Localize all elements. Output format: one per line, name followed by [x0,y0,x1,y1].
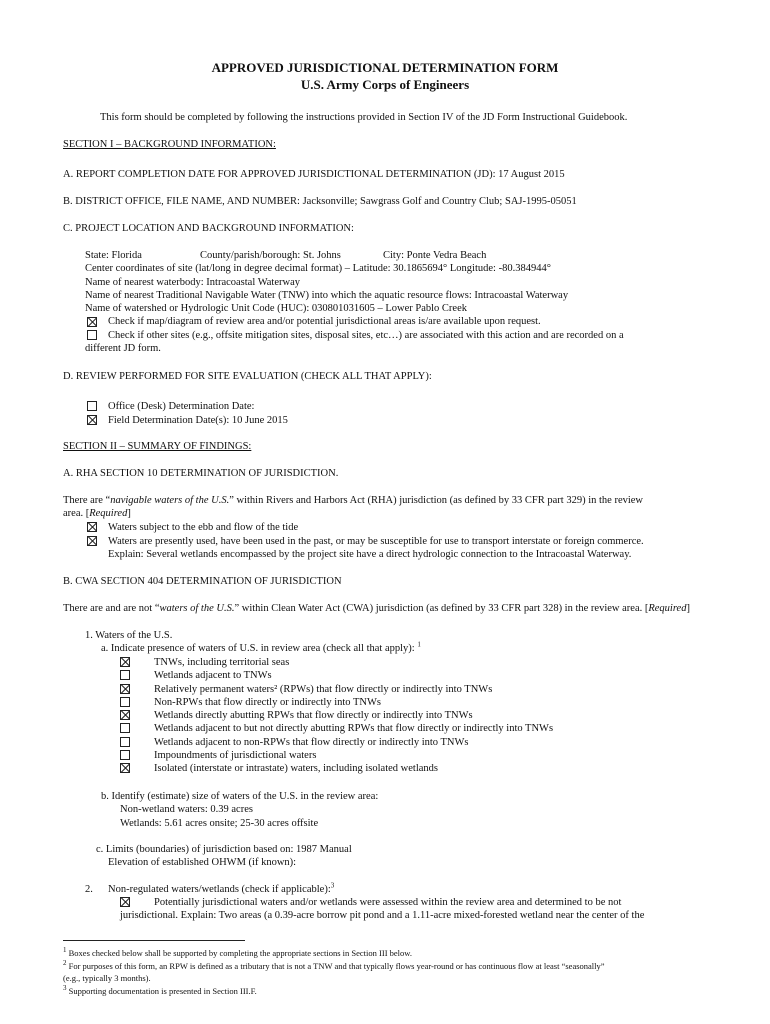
cwa-paragraph: There are and are not “waters of the U.S.” within Clean Water Act (CWA) jurisdiction (as defined by 33 CFR part 328) in the review area. [Required] [63,603,690,614]
form-subtitle: U.S. Army Corps of Engineers [300,77,470,92]
city-field: City: Ponte Vedra Beach [383,250,487,261]
commerce-explain: Explain: Several wetlands encompassed by the project site have a direct hydrologic connection to the Intracoastal Waterway. [108,549,632,560]
commerce-label: Waters are presently used, have been used in the past, or may be susceptible for use to transport interstate or foreign commerce. [108,536,644,547]
waters-checkbox-9[interactable] [120,763,130,773]
waters-label-5: Wetlands directly abutting RPWs that flow directly or indirectly into TNWs [154,710,473,721]
waters-checkbox-4[interactable] [120,697,130,707]
other-sites-checkbox[interactable] [87,330,97,340]
field-determination-checkbox[interactable] [87,415,97,425]
rha-heading: A. RHA SECTION 10 DETERMINATION OF JURISDICTION. [63,468,339,479]
waters-label-2: Wetlands adjacent to TNWs [154,670,272,681]
commerce-checkbox[interactable] [87,536,97,546]
rha-paragraph-line2: area. [Required] [63,508,131,519]
ebb-flow-label: Waters subject to the ebb and flow of the tide [108,522,299,533]
wetlands-size: Wetlands: 5.61 acres onsite; 25-30 acres offsite [120,818,319,829]
nonregulated-checkbox[interactable] [120,897,130,907]
waters-us-heading: 1. Waters of the U.S. [85,630,173,641]
rha-paragraph-line1: There are “navigable waters of the U.S.” within Rivers and Harbors Act (RHA) jurisdiction (as defined by 33 CFR part 329) in the review [63,495,644,506]
watershed-huc: Name of watershed or Hydrologic Unit Code (HUC): 030801031605 – Lower Pablo Creek [85,303,468,314]
item-a-report-date: A. REPORT COMPLETION DATE FOR APPROVED JURISDICTIONAL DETERMINATION (JD): 17 August 2015 [63,169,565,180]
footnote-3: $^3$ Supporting documentation is presented in Section III.F. [63,984,257,996]
office-determination-label: Office (Desk) Determination Date: [108,401,255,412]
footnote-2: $^2$ For purposes of this form, an RPW is defined as a tributary that is not a TNW and that typically flows year-round or has continuous flow at least “seasonally” [63,959,605,971]
waters-presence-prompt: a. Indicate presence of waters of U.S. in review area (check all that apply): $^1$ [101,640,421,654]
waters-label-8: Impoundments of jurisdictional waters [154,750,317,761]
item-d-review: D. REVIEW PERFORMED FOR SITE EVALUATION (CHECK ALL THAT APPLY): [63,371,432,382]
nonregulated-number: 2. [85,884,93,895]
county-field: County/parish/borough: St. Johns [200,250,341,261]
ebb-flow-checkbox[interactable] [87,522,97,532]
waters-checkbox-6[interactable] [120,723,130,733]
ohwm-elevation: Elevation of established OHWM (if known): [108,857,297,868]
item-c-location: C. PROJECT LOCATION AND BACKGROUND INFORMATION: [63,223,354,234]
nonwetland-size: Non-wetland waters: 0.39 acres [120,804,253,815]
waters-checkbox-3[interactable] [120,684,130,694]
waters-checkbox-8[interactable] [120,750,130,760]
state-field: State: Florida [85,250,142,261]
footnote-1: $^1$ Boxes checked below shall be supported by completing the appropriate sections in Section III below. [63,946,412,958]
nearest-waterbody: Name of nearest waterbody: Intracoastal Waterway [85,277,300,288]
map-check-label: Check if map/diagram of review area and/or potential jurisdictional areas is/are available upon request. [108,316,541,327]
other-sites-label-cont: different JD form. [85,343,161,354]
waters-checkbox-1[interactable] [120,657,130,667]
waters-label-1: TNWs, including territorial seas [154,657,290,668]
size-estimate-prompt: b. Identify (estimate) size of waters of the U.S. in the review area: [101,791,379,802]
waters-label-3: Relatively permanent waters² (RPWs) that flow directly or indirectly into TNWs [154,684,493,695]
coordinates-field: Center coordinates of site (lat/long in degree decimal format) – Latitude: 30.1865694° Longitude: -80.384944° [85,263,551,274]
instructions-text: This form should be completed by following the instructions provided in Section IV of the JD Form Instructional Guidebook. [100,112,628,123]
nonregulated-explain: jurisdictional. Explain: Two areas (a 0.39-acre borrow pit pond and a 1.11-acre mixed-forested wetland near the center of the [120,910,645,921]
waters-checkbox-2[interactable] [120,670,130,680]
nonregulated-heading: Non-regulated waters/wetlands (check if applicable):$^3$ [108,881,335,895]
footnote-divider [63,940,245,941]
waters-label-4: Non-RPWs that flow directly or indirectly into TNWs [154,697,381,708]
nonregulated-label: Potentially jurisdictional waters and/or wetlands were assessed within the review area and determined to be not [154,897,622,908]
waters-checkbox-7[interactable] [120,737,130,747]
nearest-tnw: Name of nearest Traditional Navigable Water (TNW) into which the aquatic resource flows: Intracoastal Waterway [85,290,569,301]
section2-heading: SECTION II – SUMMARY OF FINDINGS: [63,441,252,452]
limits-basis: c. Limits (boundaries) of jurisdiction based on: 1987 Manual [96,844,352,855]
footnote-2-cont: (e.g., typically 3 months). [63,973,151,983]
map-checkbox[interactable] [87,317,97,327]
item-b-district: B. DISTRICT OFFICE, FILE NAME, AND NUMBER: Jacksonville; Sawgrass Golf and Country Club; SAJ-1995-05051 [63,196,577,207]
field-determination-label: Field Determination Date(s): 10 June 2015 [108,415,288,426]
section1-heading: SECTION I – BACKGROUND INFORMATION: [63,139,276,150]
form-title: APPROVED JURISDICTIONAL DETERMINATION FORM [211,60,559,75]
other-sites-label: Check if other sites (e.g., offsite mitigation sites, disposal sites, etc…) are associated with this action and are recorded on a [108,330,624,341]
waters-label-6: Wetlands adjacent to but not directly abutting RPWs that flow directly or indirectly into TNWs [154,723,554,734]
waters-label-9: Isolated (interstate or intrastate) waters, including isolated wetlands [154,763,438,774]
office-determination-checkbox[interactable] [87,401,97,411]
waters-checkbox-5[interactable] [120,710,130,720]
cwa-heading: B. CWA SECTION 404 DETERMINATION OF JURISDICTION [63,576,342,587]
waters-label-7: Wetlands adjacent to non-RPWs that flow directly or indirectly into TNWs [154,737,469,748]
